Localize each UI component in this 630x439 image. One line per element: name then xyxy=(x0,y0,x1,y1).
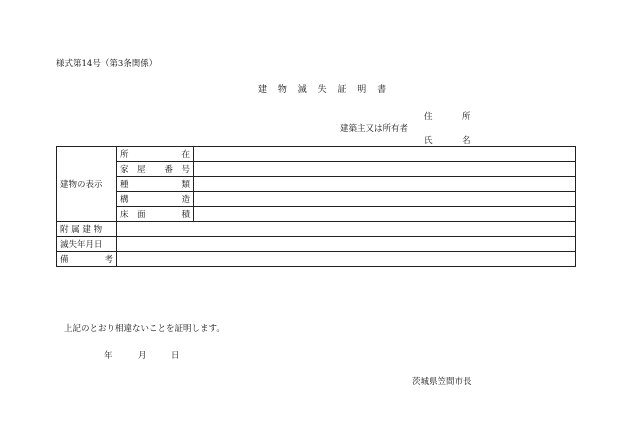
date-day-label: 日 xyxy=(171,351,180,361)
document-title: 建 物 滅 失 証 明 書 xyxy=(258,85,391,95)
row-location-value[interactable] xyxy=(194,147,576,162)
row-structure-left: 構 xyxy=(120,195,129,205)
annex-building-value[interactable] xyxy=(117,222,576,237)
loss-date-value[interactable] xyxy=(117,237,576,252)
owner-label: 建築主又は所有者 xyxy=(340,124,409,134)
date-year-label: 年 xyxy=(104,351,113,361)
address-label-second: 所 xyxy=(462,112,471,122)
address-label-first: 住 xyxy=(424,112,433,122)
row-type-value[interactable] xyxy=(194,177,576,192)
loss-date-text: 滅失年月日 xyxy=(60,240,103,250)
issuer-name: 茨城県笠間市長 xyxy=(412,377,472,387)
date-month-label: 月 xyxy=(138,351,147,361)
remarks-right: 考 xyxy=(104,255,113,265)
row-type-label xyxy=(117,177,194,192)
row-floor-area-label xyxy=(117,207,194,222)
building-form-table xyxy=(56,146,576,267)
remarks-left: 備 xyxy=(60,255,69,265)
certification-statement: 上記のとおり相違ないことを証明します。 xyxy=(64,324,225,334)
building-display-group-label xyxy=(57,147,117,222)
row-floor-area-left: 床 面 xyxy=(120,210,146,220)
loss-date-label xyxy=(57,237,117,252)
row-house-number-value[interactable] xyxy=(194,162,576,177)
annex-building-text: 附 属 建 物 xyxy=(60,225,103,235)
row-structure-value[interactable] xyxy=(194,192,576,207)
row-house-number-label xyxy=(117,162,194,177)
row-location-right: 在 xyxy=(181,150,190,160)
name-label-first: 氏 xyxy=(424,136,433,146)
row-structure-right: 造 xyxy=(181,195,190,205)
row-type-left: 種 xyxy=(120,180,129,190)
row-location-label xyxy=(117,147,194,162)
row-location-left: 所 xyxy=(120,150,129,160)
remarks-label xyxy=(57,252,117,267)
row-house-number-right: 番 号 xyxy=(164,165,190,175)
remarks-value[interactable] xyxy=(117,252,576,267)
annex-building-label xyxy=(57,222,117,237)
form-number: 様式第14号（第3条関係） xyxy=(56,59,158,69)
building-display-label: 建物の表示 xyxy=(60,180,103,190)
name-label-second: 名 xyxy=(462,136,471,146)
row-house-number-left: 家 屋 xyxy=(120,165,146,175)
row-floor-area-value[interactable] xyxy=(194,207,576,222)
row-type-right: 類 xyxy=(181,180,190,190)
row-floor-area-right: 積 xyxy=(181,210,190,220)
row-structure-label xyxy=(117,192,194,207)
